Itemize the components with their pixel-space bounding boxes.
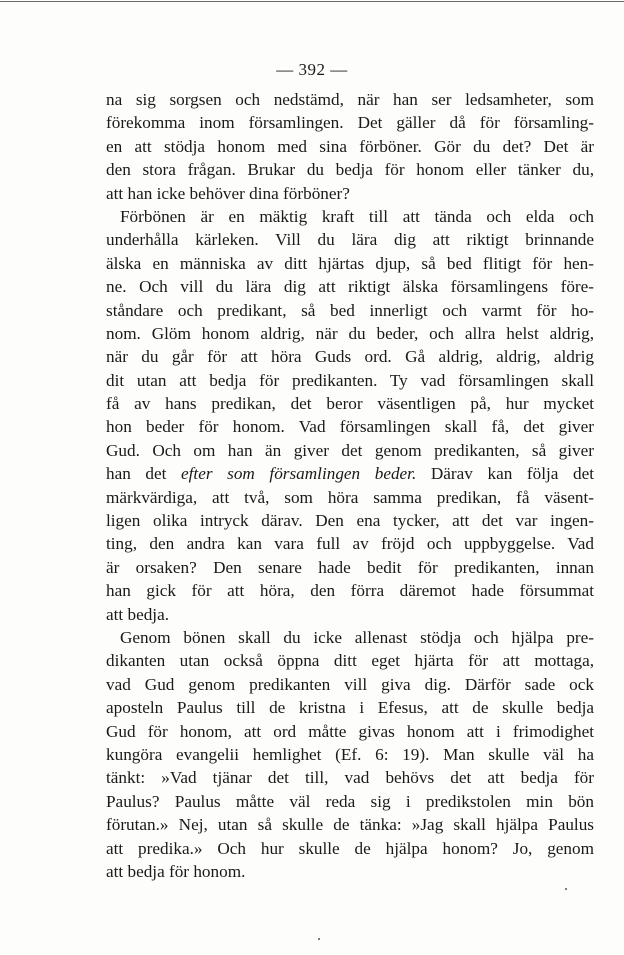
text-line: den stora frågan. Brukar du bedja för honom eller tänker du, — [106, 160, 594, 180]
text-line-with-emphasis — [106, 462, 594, 485]
text-line: kungöra evangelii hemlighet (Ef. 6: 19). Man skulle väl ha — [106, 744, 594, 764]
text-line: en att stödja honom med sina förböner. Gör du det? Det är — [106, 136, 594, 156]
text-line: aposteln Paulus till de kristna i Efesus, att de skulle bedja — [106, 698, 594, 718]
print-speck — [565, 888, 567, 890]
text-line: när du går för att höra Guds ord. Gå aldrig, aldrig, aldrig — [106, 347, 594, 367]
top-border-rule — [0, 1, 624, 2]
text-line: ting, den andra kan vara full av fröjd och uppbyggelse. Vad — [106, 534, 594, 554]
text-line: underhålla kärleken. Vill du lära dig att riktigt brinnande — [106, 230, 594, 250]
text-line: han gick för att höra, den förra däremot hade försummat — [106, 581, 594, 601]
page-number: — 392 — — [276, 60, 348, 79]
text-line-suffix: Därav kan följa det — [430, 464, 594, 484]
text-line: dikanten utan också öppna ditt eget hjärta för att mottaga, — [106, 651, 594, 671]
print-speck — [318, 938, 320, 940]
text-line: dit utan att bedja för predikanten. Ty vad församlingen skall — [106, 370, 594, 390]
text-line: älska en människa av ditt hjärtas djup, så bed flitigt för hen- — [106, 253, 594, 273]
paragraph-first-line: Förbönen är en mäktig kraft till att tända och elda och — [120, 206, 594, 226]
text-line: vad Gud genom predikanten vill giva dig. Därför sade ock — [106, 674, 594, 694]
text-line: få av hans predikan, det beror väsentligen på, hur mycket — [106, 394, 594, 414]
text-line: hon beder för honom. Vad församlingen skall få, det giver — [106, 417, 594, 437]
text-line: är orsaken? Den senare hade bedit för predikanten, innan — [106, 557, 594, 577]
text-line: förekomma inom församlingen. Det gäller då för församling- — [106, 113, 594, 133]
text-line: att predika.» Och hur skulle de hjälpa honom? Jo, genom — [106, 838, 594, 858]
body-text — [106, 88, 594, 883]
text-line: na sig sorgsen och nedstämd, när han ser ledsamheter, som — [106, 90, 594, 109]
text-line: tänkt: »Vad tjänar det till, vad behövs det att bedja för — [106, 768, 594, 788]
text-line: ne. Och vill du lära dig att riktigt älska församlingens före- — [106, 277, 594, 297]
text-line: att bedja. — [106, 604, 169, 624]
text-line: nom. Glöm honom aldrig, när du beder, och allra helst aldrig, — [106, 323, 594, 343]
text-line-prefix: han det — [106, 464, 167, 484]
text-line: förutan.» Nej, utan så skulle de tänka: »Jag skall hjälpa Paulus — [106, 815, 594, 835]
paragraph-first-line: Genom bönen skall du icke allenast stödja och hjälpa pre- — [120, 627, 594, 647]
text-line: att han icke behöver dina förböner? — [106, 183, 350, 203]
text-line: Gud för honom, att ord måtte givas honom att i frimodighet — [106, 721, 594, 741]
text-line: Gud. Och om han än giver det genom predikanten, så giver — [106, 440, 594, 460]
text-line: att bedja för honom. — [106, 861, 246, 881]
text-line: Paulus? Paulus måtte väl reda sig i predikstolen min bön — [106, 791, 594, 811]
text-line: ligen olika intryck därav. Den ena tycker, att det var ingen- — [106, 511, 594, 531]
italic-emphasis: efter som församlingen beder. — [181, 464, 417, 484]
text-line: märkvärdiga, att två, som höra samma predikan, få väsent- — [106, 487, 594, 507]
text-line: ståndare och predikant, så bed innerligt och varmt för ho- — [106, 300, 594, 320]
